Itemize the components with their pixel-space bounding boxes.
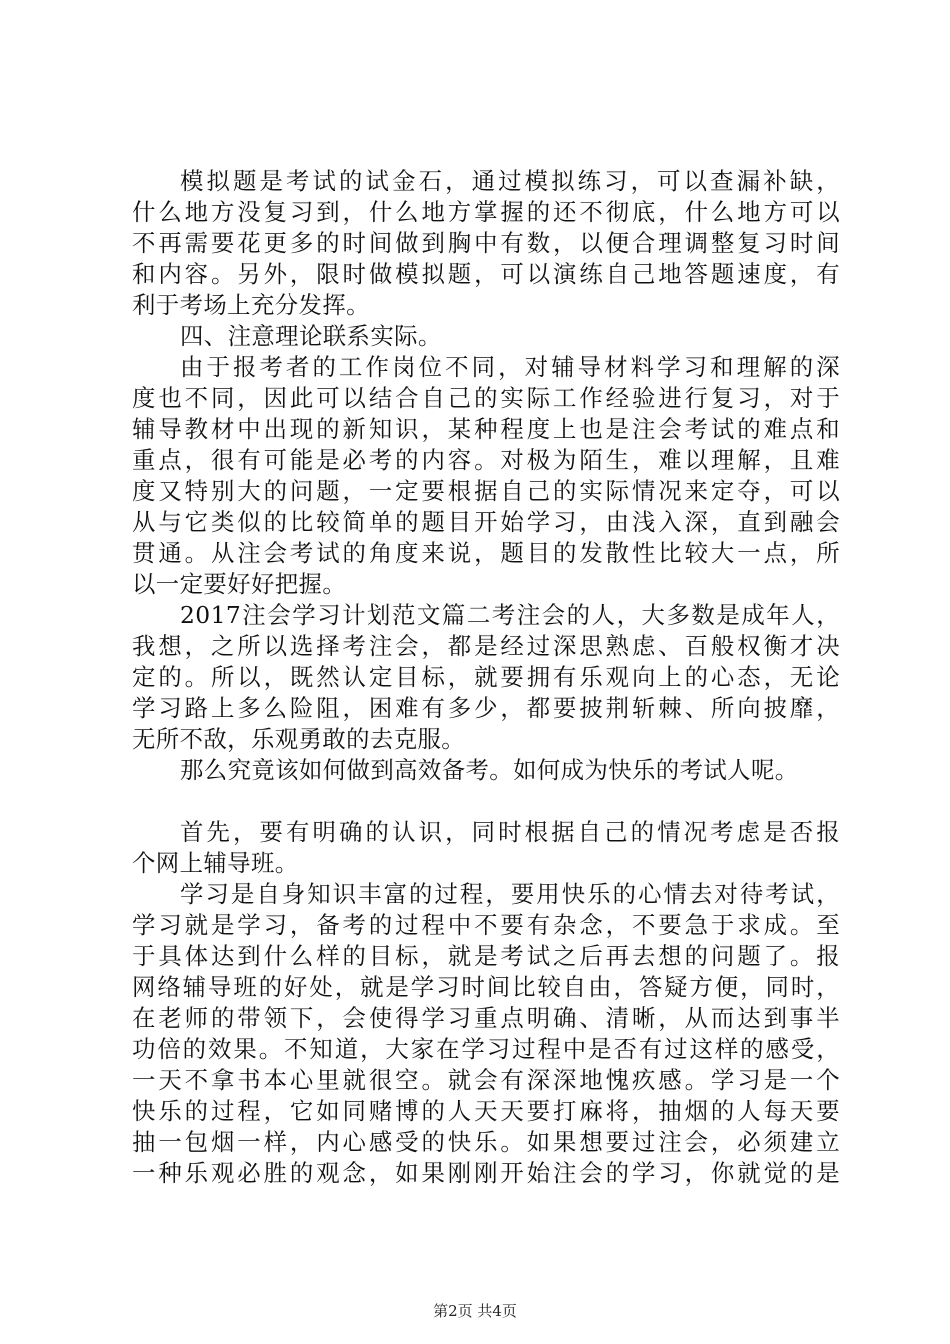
text-line: 抽一包烟一样，内心感受的快乐。如果想要过注会，必须建立: [132, 1128, 840, 1156]
text-line: 学习是自身知识丰富的过程，要用快乐的心情去对待考试，: [180, 880, 840, 908]
text-line: 模拟题是考试的试金石，通过模拟练习，可以查漏补缺，: [180, 167, 840, 195]
text-line: 2017注会学习计划范文篇二考注会的人，大多数是成年人，: [180, 601, 840, 629]
text-line: 学习路上多么险阻，困难有多少，都要披荆斩棘、所向披靡，: [132, 694, 840, 722]
text-line: 在老师的带领下，会使得学习重点明确、清晰，从而达到事半: [132, 1004, 840, 1032]
text-line: 由于报考者的工作岗位不同，对辅导材料学习和理解的深: [180, 353, 840, 381]
text-line: 功倍的效果。不知道，大家在学习过程中是否有过这样的感受，: [132, 1035, 840, 1063]
text-line: 定的。所以，既然认定目标，就要拥有乐观向上的心态，无论: [132, 663, 840, 691]
blank-line: [132, 786, 840, 817]
text-line: 无所不敌，乐观勇敢的去克服。: [132, 725, 466, 753]
text-line: 个网上辅导班。: [132, 849, 299, 877]
text-line: 学习就是学习，备考的过程中不要有杂念，不要急于求成。至: [132, 911, 840, 939]
text-line: 一天不拿书本心里就很空。就会有深深地愧疚感。学习是一个: [132, 1066, 840, 1094]
text-line: 从与它类似的比较简单的题目开始学习，由浅入深，直到融会: [132, 508, 840, 536]
text-line: 重点，很有可能是必考的内容。对极为陌生，难以理解，且难: [132, 446, 840, 474]
text-line: 那么究竟该如何做到高效备考。如何成为快乐的考试人呢。: [180, 756, 799, 784]
text-line: 和内容。另外，限时做模拟题，可以演练自己地答题速度，有: [132, 260, 840, 288]
text-line: 我想，之所以选择考注会，都是经过深思熟虑、百般权衡才决: [132, 632, 840, 660]
text-line: 辅导教材中出现的新知识，某种程度上也是注会考试的难点和: [132, 415, 840, 443]
text-line: 四、注意理论联系实际。: [180, 322, 442, 350]
text-line: 度又特别大的问题，一定要根据自己的实际情况来定夺，可以: [132, 477, 840, 505]
text-line: 什么地方没复习到，什么地方掌握的还不彻底，什么地方可以: [132, 198, 840, 226]
page-footer: 第2页 共4页: [433, 1302, 517, 1320]
text-line: 贯通。从注会考试的角度来说，题目的发散性比较大一点，所: [132, 539, 840, 567]
text-line: 首先，要有明确的认识，同时根据自己的情况考虑是否报: [180, 818, 840, 846]
text-line: 度也不同，因此可以结合自己的实际工作经验进行复习，对于: [132, 384, 840, 412]
text-line: 网络辅导班的好处，就是学习时间比较自由，答疑方便，同时，: [132, 973, 840, 1001]
text-line: 快乐的过程，它如同赌博的人天天要打麻将，抽烟的人每天要: [132, 1097, 840, 1125]
document-body: [132, 166, 840, 1189]
text-line: 一种乐观必胜的观念，如果刚刚开始注会的学习，你就觉的是: [132, 1159, 840, 1187]
text-line: 利于考场上充分发挥。: [132, 291, 370, 319]
text-line: 于具体达到什么样的目标，就是考试之后再去想的问题了。报: [132, 942, 840, 970]
text-line: 以一定要好好把握。: [132, 570, 347, 598]
text-line: 不再需要花更多的时间做到胸中有数，以便合理调整复习时间: [132, 229, 840, 257]
